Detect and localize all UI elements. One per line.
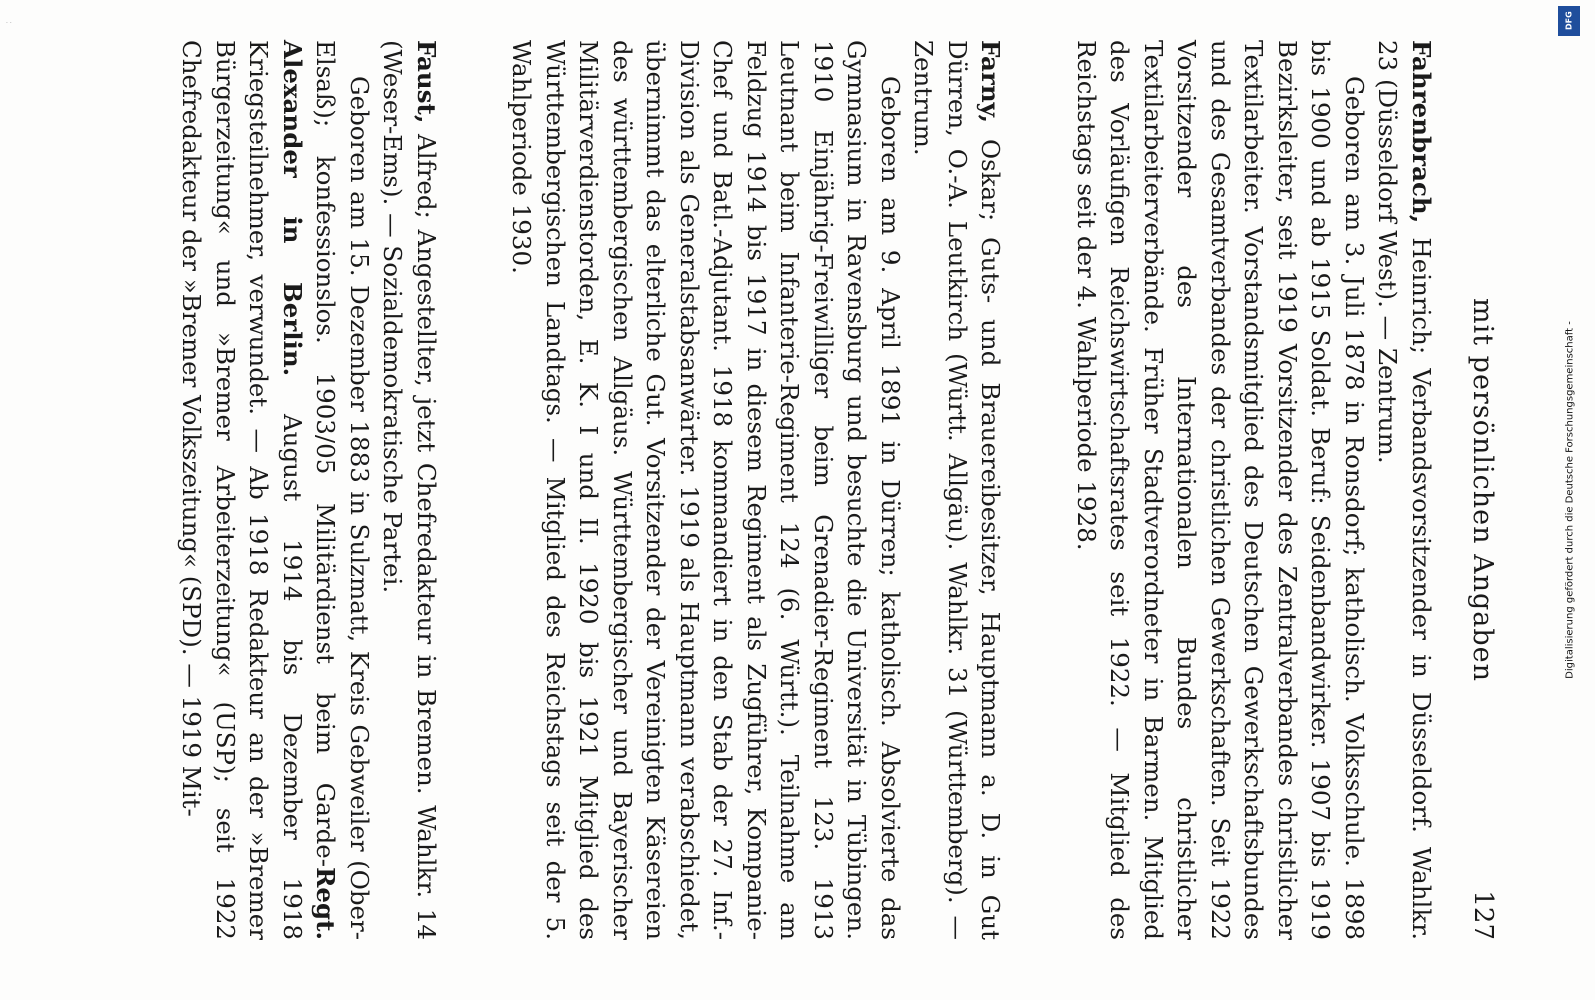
bio-text-bold: Regt. Alexander in Berlin. — [278, 40, 341, 940]
bio-text: am 15. Dezember 1883 in Sulzmatt, Kreis Gebweiler (Ober-Elsaß); konfessionslos. 1903/05 Militärdienst beim Garde- — [311, 40, 374, 940]
page-content — [113, 40, 1498, 940]
entry-biography — [1070, 40, 1372, 940]
entry-biography — [175, 40, 376, 940]
biography-entry-faust — [175, 40, 443, 940]
bio-text: am 3. Juli 1878 in Ronsdorf; katholisch. Volksschule. 1898 bis 1900 und ab 1915 Soldat. Beruf: Seidenbandwirker. 1907 bis 1919 Bezirksleiter, seit 1919 Vorsitzender des Zentralverbandes christlicher Textilarbeiter. Vorstandsmitglied des Deutschen Gewerkschaftsbundes und des Gesamtverbandes der christlichen Gewerkschaften. Seit 1922 Vorsitzender des Internationalen Bundes christlicher Textilarbeiterverbände. Früher Stadtverordneter in Barmen. Mitglied des Vorläufigen Reichswirtschaftsrates seit 1922. — Mitglied des Reichstags seit der 4. Wahlperiode 1928. — [1072, 40, 1369, 940]
bio-lead: Geboren — [1340, 76, 1369, 183]
entry-intro-text: Heinrich; Verbandsvorsitzender in Düsseldorf. Wahlkr. 23 (Düsseldorf West). — Zentrum. — [1373, 40, 1436, 940]
biography-entry-fahrenbrach — [1070, 40, 1439, 940]
biography-entry-farny — [505, 40, 1008, 940]
entry-intro — [907, 40, 1008, 940]
bio-text: August 1914 bis Dezember 1918 Kriegsteilnehmer, verwundet. — Ab 1918 Redakteur an der »Bremer Bürgerzeitung« und »Bremer Arbeiterzeitung« (USP); seit 1922 Chefredakteur der »Bremer Volkszeitung« (SPD). — 1919 Mit- — [177, 40, 307, 940]
running-title: mit persönlichen Angaben — [1467, 298, 1498, 682]
entry-intro — [376, 40, 443, 940]
entry-intro-text: Alfred; Angestellter, jetzt Chefredakteur in Bremen. Wahlkr. 14 (Weser-Ems). — Sozialdemokratische Partei. — [378, 40, 441, 940]
bio-lead: Geboren — [345, 76, 374, 183]
page-number: 127 — [1468, 890, 1498, 940]
bio-text: am 9. April 1891 in Dürren; katholisch. Absolvierte das Gymnasium in Ravensburg und besuchte die Universität in Tübingen. 1910 Einjährig-Freiwilliger beim Grenadier-Regiment 123. 1913 Leutnant beim Infanterie-Regiment 124 (6. Württ.). Teilnahme am Feldzug 1914 bis 1917 in diesem Regiment als Zugführer, Kompanie-Chef und Batl.-Adjutant. 1918 kommandiert in den Stab der 27. Inf.-Division als Generalstabsanwärter. 1919 als Hauptmann verabschiedet, übernimmt das elterliche Gut. Vorsitzender der Vereinigten Käsereien des württembergischen Allgäus. Württembergischer und Bayerischer Militärverdienstorden, E. K. I und II. 1920 bis 1921 Mitglied des Württembergischen Landtags. — Mitglied des Reichstags seit der 5. Wahlperiode 1930. — [507, 40, 905, 940]
dfg-logo: DFG — [1558, 6, 1580, 36]
scan-specks: · · — [6, 20, 12, 27]
entry-biography — [505, 40, 907, 940]
entry-name: Fahrenbrach, — [1407, 40, 1436, 224]
entry-intro-text: Oskar; Guts- und Brauereibesitzer, Hauptmann a. D. in Gut Dürren, O.-A. Leutkirch (Württ. Allgäu). Wahlkr. 31 (Württemberg). — Zentrum. — [909, 40, 1006, 940]
entry-name: Faust, — [412, 40, 441, 124]
digitization-credit — [1548, 0, 1592, 1000]
bio-lead: Geboren — [876, 76, 905, 183]
entry-name: Farny, — [976, 40, 1006, 124]
credit-text: Digitalisierung gefördert durch die Deutsche Forschungsgemeinschaft - — [1564, 321, 1576, 679]
entry-intro — [1371, 40, 1438, 940]
page-header — [1438, 40, 1498, 940]
